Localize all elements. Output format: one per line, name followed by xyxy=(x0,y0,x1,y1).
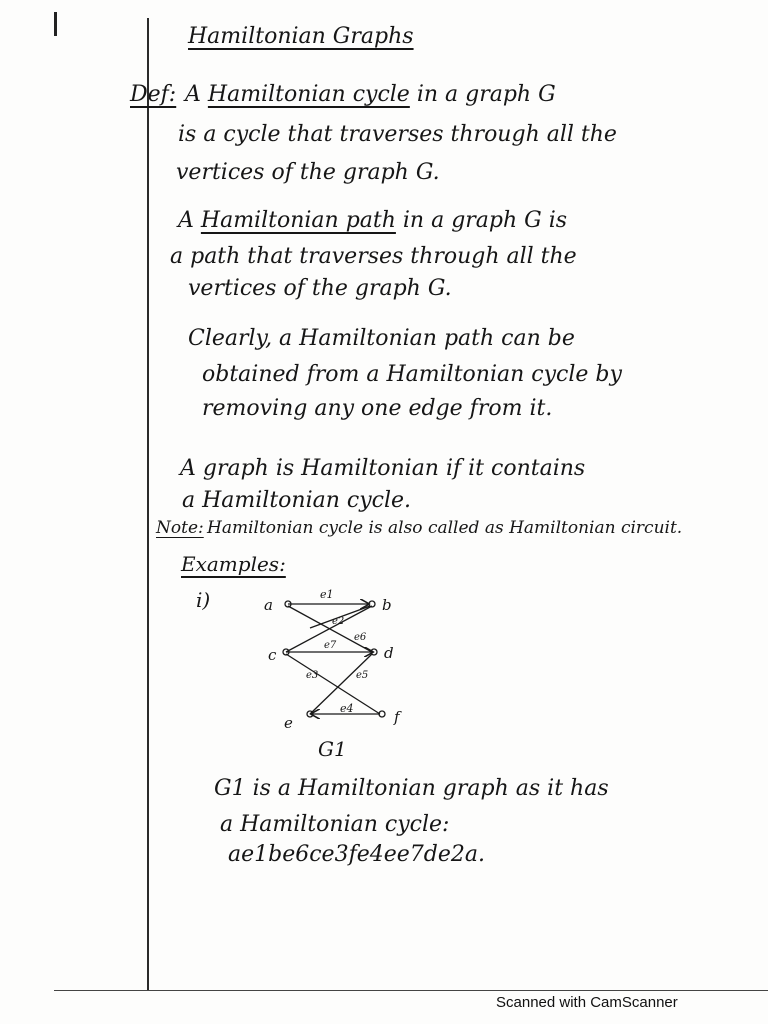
definition-line-1 xyxy=(185,82,556,107)
edge-label-e4: e4 xyxy=(340,702,354,715)
scanner-watermark: Scanned with CamScanner xyxy=(496,994,678,1011)
conclusion-line-1: G1 is a Hamiltonian graph as it has xyxy=(214,776,609,801)
examples-heading: Examples: xyxy=(181,552,286,576)
hamiltonian-cycle-sequence: ae1be6ce3fe4ee7de2a. xyxy=(228,842,485,867)
clearly-line-2: obtained from a Hamiltonian cycle by xyxy=(202,362,622,387)
vertex-label-a: a xyxy=(264,596,273,614)
page-title: Hamiltonian Graphs xyxy=(188,24,414,49)
page-bottom-rule xyxy=(54,990,768,991)
definition-label: Def: xyxy=(130,82,177,107)
path-definition-line-1-post: in a graph G is xyxy=(395,208,568,233)
page-margin-line xyxy=(147,18,149,990)
edge-label-e7: e7 xyxy=(324,640,337,651)
edge-label-e5: e5 xyxy=(356,670,369,681)
vertex-label-b: b xyxy=(382,596,392,614)
conclusion-line-2: a Hamiltonian cycle: xyxy=(220,812,450,837)
note-label: Note: xyxy=(156,518,204,538)
definition-line-1-post: in a graph G xyxy=(409,82,556,107)
hamiltonian-graph-line-2: a Hamiltonian cycle. xyxy=(182,488,412,513)
definition-line-3: vertices of the graph G. xyxy=(176,160,440,185)
vertex-label-c: c xyxy=(268,646,277,664)
vertex-label-e: e xyxy=(284,714,293,732)
vertex-label-d: d xyxy=(384,644,394,662)
graph-caption: G1 xyxy=(318,737,347,761)
graph-g1-diagram xyxy=(190,580,450,770)
edge-label-e2: e2 xyxy=(332,616,345,627)
definition-line-1-pre: A xyxy=(185,82,208,107)
edge-label-e1: e1 xyxy=(320,588,334,601)
path-definition-term: Hamiltonian path xyxy=(200,208,396,233)
path-definition-line-2: a path that traverses through all the xyxy=(170,244,577,269)
example-number: i) xyxy=(196,588,211,612)
vertex-label-f: f xyxy=(394,708,400,726)
edge-label-e3: e3 xyxy=(306,670,319,681)
hamiltonian-graph-line-1: A graph is Hamiltonian if it contains xyxy=(180,456,586,481)
definition-line-2: is a cycle that traverses through all the xyxy=(178,122,617,147)
path-definition-line-1 xyxy=(178,208,567,233)
path-definition-line-1-pre: A xyxy=(178,208,201,233)
path-definition-line-3: vertices of the graph G. xyxy=(188,276,452,301)
edge-e3 xyxy=(286,654,380,714)
edge-label-e6: e6 xyxy=(354,632,367,643)
definition-term: Hamiltonian cycle xyxy=(207,82,410,107)
clearly-line-1: Clearly, a Hamiltonian path can be xyxy=(188,326,575,351)
clearly-line-3: removing any one edge from it. xyxy=(202,396,553,421)
margin-tick-mark xyxy=(54,12,57,36)
note-text: Hamiltonian cycle is also called as Hamiltonian circuit. xyxy=(207,518,683,538)
